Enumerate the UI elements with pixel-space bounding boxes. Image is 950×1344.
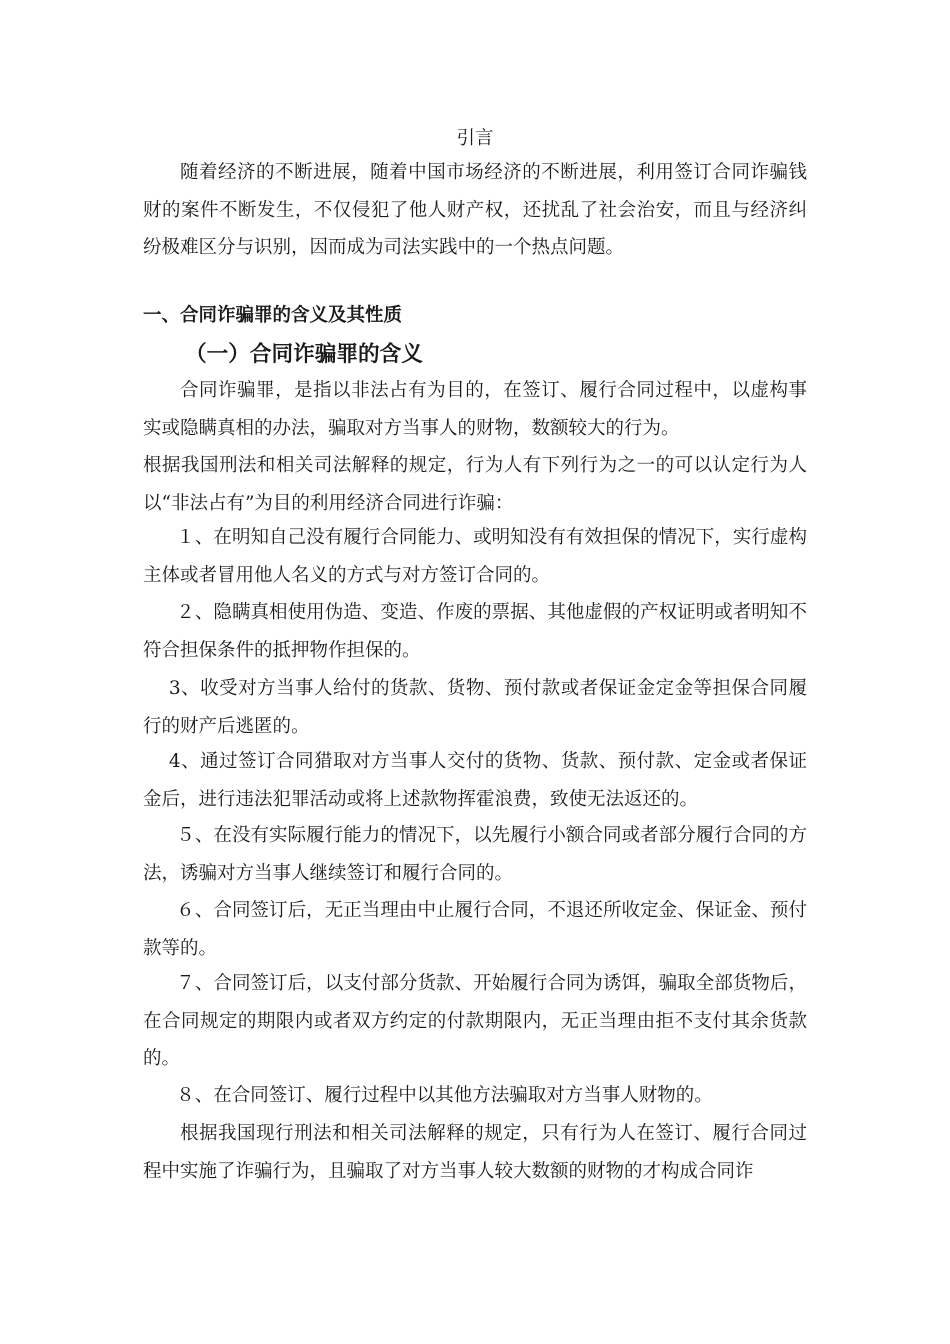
list-item: ８、在合同签订、履行过程中以其他方法骗取对方当事人财物的。 <box>176 1085 713 1106</box>
list-item: ７、合同签订后，以支付部分货款、开始履行合同为诱饵，骗取全部货物后，在合同规定的期限内或者双方约定的付款期限内，无正当理由拒不支付其余货款的。 <box>143 973 807 1070</box>
list-item: ２、隐瞒真相使用伪造、变造、作废的票据、其他虚假的产权证明或者明知不符合担保条件的抵押物作担保的。 <box>143 602 807 661</box>
list-item: ６、合同签订后，无正当理由中止履行合同，不退还所收定金、保证金、预付款等的。 <box>143 900 807 959</box>
closing-paragraph: 根据我国现行刑法和相关司法解释的规定，只有行为人在签订、履行合同过程中实施了诈骗行为，且骗取了对方当事人较大数额的财物的才构成合同诈 <box>143 1123 807 1182</box>
subsection-heading: （一）合同诈骗罪的含义 <box>185 342 423 367</box>
intro-paragraph: 随着经济的不断进展，随着中国市场经济的不断进展，利用签订合同诈骗钱财的案件不断发生，不仅侵犯了他人财产权，还扰乱了社会治安，而且与经济纠纷极难区分与识别，因而成为司法实践中的一个热点问题。 <box>143 162 807 259</box>
list-item: 4、通过签订合同猎取对方当事人交付的货物、货款、预付款、定金或者保证金后，进行违法犯罪活动或将上述款物挥霍浪费，致使无法返还的。 <box>143 751 807 810</box>
list-item: 3、收受对方当事人给付的货款、货物、预付款或者保证金定金等担保合同履行的财产后逃匿的。 <box>143 678 807 737</box>
list-item: １、在明知自己没有履行合同能力、或明知没有有效担保的情况下，实行虚构主体或者冒用他人名义的方式与对方签订合同的。 <box>143 527 807 586</box>
definition-paragraph: 合同诈骗罪，是指以非法占有为目的，在签订、履行合同过程中，以虚构事实或隐瞒真相的办法，骗取对方当事人的财物，数额较大的行为。 <box>143 380 807 439</box>
section-heading: 一、合同诈骗罪的含义及其性质 <box>143 305 403 326</box>
legal-basis-paragraph: 根据我国刑法和相关司法解释的规定，行为人有下列行为之一的可以认定行为人以“非法占有”为目的利用经济合同进行诈骗： <box>143 455 807 514</box>
list-item: ５、在没有实际履行能力的情况下，以先履行小额合同或者部分履行合同的方法，诱骗对方当事人继续签订和履行合同的。 <box>143 825 807 884</box>
document-title: 引言 <box>456 128 494 149</box>
